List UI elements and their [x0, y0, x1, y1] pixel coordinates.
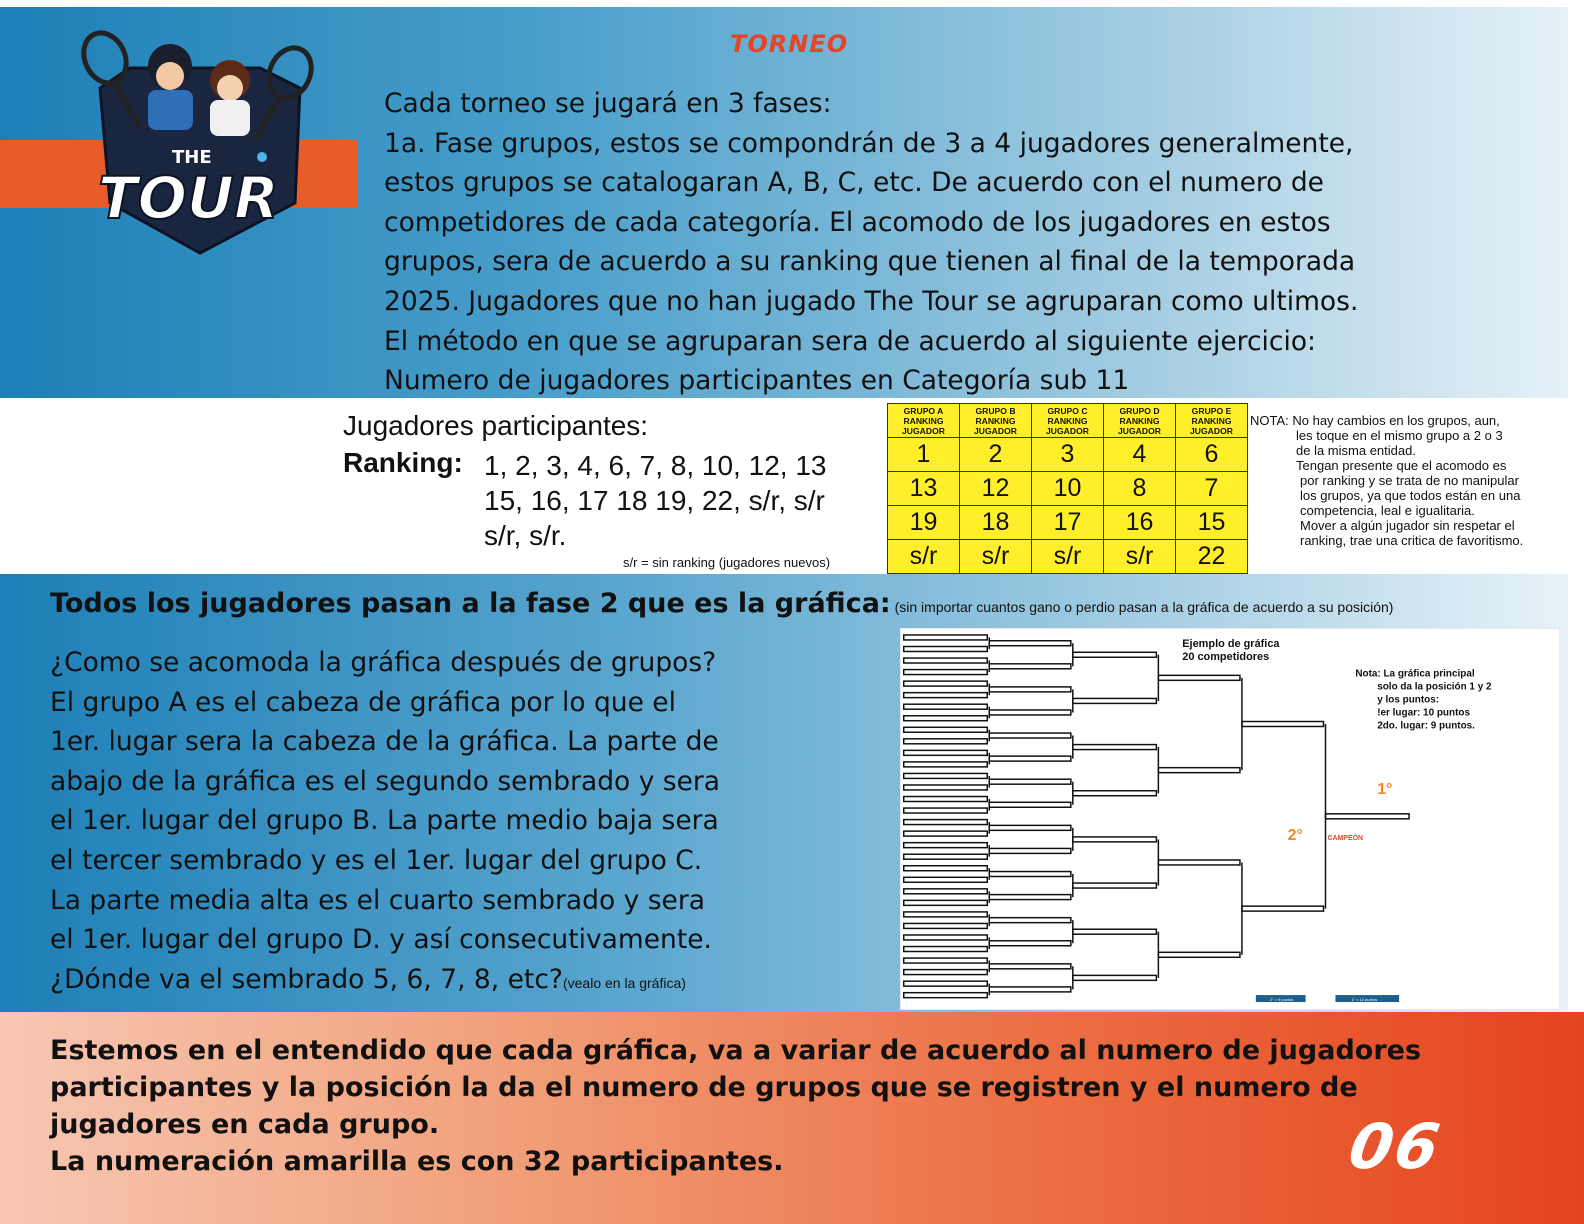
table-cell: 22 — [1176, 540, 1248, 574]
explanation-line: el 1er. lugar del grupo B. La parte medio baja sera — [50, 805, 719, 837]
table-row — [888, 438, 1248, 472]
bracket-slot — [1325, 814, 1409, 819]
bracket-slot — [1073, 745, 1157, 750]
bracket-slot — [904, 704, 988, 709]
right-margin — [1568, 0, 1584, 1012]
ranking-list — [484, 448, 826, 553]
bracket-slot — [904, 866, 988, 871]
bracket-slot — [1073, 975, 1157, 980]
table-cell: 6 — [1176, 438, 1248, 472]
bracket-slot — [904, 739, 988, 744]
sr-note: s/r = sin ranking (jugadores nuevos) — [623, 555, 831, 570]
table-cell: 1 — [888, 438, 960, 472]
phase2-note: (sin importar cuantos gano o perdio pasan a la gráfica de acuerdo a su posición) — [890, 599, 1394, 615]
bracket-slot — [989, 664, 1071, 669]
second-place-label: 2° — [1287, 826, 1303, 844]
nota-line: por ranking y se trata de no manipular — [1300, 473, 1519, 488]
bracket-slot — [904, 750, 988, 755]
bracket-slot — [904, 877, 988, 882]
second-points-label: 2° = 9 puntos — [1269, 997, 1294, 1003]
bracket-note-line: solo da la posición 1 y 2 — [1377, 681, 1492, 693]
bracket-slot — [904, 970, 988, 975]
bracket-note-line: Nota: La gráfica principal — [1355, 668, 1475, 680]
table-cell: 16 — [1104, 506, 1176, 540]
bracket-slot — [989, 872, 1071, 877]
table-cell: 15 — [1176, 506, 1248, 540]
bracket-slot — [904, 958, 988, 963]
footer-line: jugadores en cada grupo. — [50, 1109, 440, 1140]
explanation-line — [50, 960, 720, 1004]
bracket-slot — [989, 895, 1071, 900]
bracket-slot — [904, 635, 988, 640]
nota-line: Mover a algún jugador sin respetar el — [1300, 518, 1515, 533]
table-cell: 3 — [1032, 438, 1104, 472]
bracket-slot — [904, 935, 988, 940]
bracket-slot — [904, 923, 988, 928]
champion-label: CAMPEÓN — [1327, 834, 1364, 842]
nota-line: de la misma entidad. — [1296, 443, 1416, 458]
explanation-question: ¿Dónde va el sembrado 5, 6, 7, 8, etc? — [50, 963, 563, 995]
bracket-slot — [989, 964, 1071, 969]
bracket-slot — [989, 733, 1071, 738]
explanation-line: el 1er. lugar del grupo D. y así consecutivamente. — [50, 924, 712, 956]
bracket-slot — [1073, 791, 1157, 796]
bracket-slot — [1073, 883, 1157, 888]
page-number: 06 — [1343, 1110, 1447, 1183]
nota-line: los grupos, ya que todos están en una — [1300, 488, 1521, 503]
logo-text-tour: TOUR — [98, 164, 279, 232]
bracket-example — [900, 628, 1560, 1010]
explanation-line: La parte media alta es el cuarto sembrado y sera — [50, 884, 705, 916]
bracket-slot — [989, 825, 1071, 830]
bracket-slot — [904, 727, 988, 732]
bracket-slot — [904, 912, 988, 917]
bracket-slot — [989, 802, 1071, 807]
bracket-slot — [989, 918, 1071, 923]
bracket-slot — [904, 773, 988, 778]
participants-title: Jugadores participantes: — [343, 410, 649, 441]
bracket-slot — [1242, 722, 1324, 727]
first-points-label: 1° = 10 puntos — [1351, 997, 1378, 1003]
phase2-title: Todos los jugadores pasan a la fase 2 que es la gráfica: — [50, 588, 891, 619]
footer-line: participantes y la posición la da el numero de grupos que se registren y el numero de — [50, 1072, 1358, 1103]
bracket-explanation — [50, 643, 720, 1003]
bracket-slot — [1073, 837, 1157, 842]
intro-text — [384, 84, 1564, 401]
group-b-header: GRUPO B RANKING JUGADOR — [960, 404, 1032, 438]
explanation-line: 1er. lugar sera la cabeza de la gráfica. La parte de — [50, 726, 719, 758]
table-cell: 13 — [888, 472, 960, 506]
table-cell: 2 — [960, 438, 1032, 472]
table-cell: s/r — [888, 540, 960, 574]
intro-line: El método en que se agruparan sera de acuerdo al siguiente ejercicio: — [384, 325, 1316, 357]
bracket-slot — [904, 981, 988, 986]
ranking-line: s/r, s/r. — [484, 520, 567, 551]
bracket-note-line: !er lugar: 10 puntos — [1377, 707, 1470, 719]
table-cell: 10 — [1032, 472, 1104, 506]
table-cell: 8 — [1104, 472, 1176, 506]
section-title: TORNEO — [730, 30, 849, 58]
bracket-slot — [904, 670, 988, 675]
nota-line: NOTA: No hay cambios en los grupos, aun, — [1250, 413, 1500, 428]
bracket-subtitle: 20 competidores — [1182, 650, 1270, 663]
table-cell: s/r — [1104, 540, 1176, 574]
group-e-header: GRUPO E RANKING JUGADOR — [1176, 404, 1248, 438]
bracket-slot — [1158, 860, 1240, 865]
bracket-slot — [904, 843, 988, 848]
bracket-slot — [904, 889, 988, 894]
groups-header-row — [888, 404, 1248, 438]
bracket-slot — [1073, 652, 1157, 657]
intro-line: Cada torneo se jugará en 3 fases: — [384, 88, 832, 119]
table-row — [888, 506, 1248, 540]
bracket-note-line: 2do. lugar: 9 puntos. — [1377, 720, 1475, 732]
bracket-slot — [1158, 952, 1240, 957]
ranking-line: 15, 16, 17 18 19, 22, s/r, s/r — [484, 485, 825, 516]
bracket-slot — [989, 779, 1071, 784]
nota-box — [1250, 413, 1523, 548]
explanation-line: El grupo A es el cabeza de gráfica por lo que el — [50, 686, 676, 718]
intro-line: grupos, sera de acuerdo a su ranking que tienen al final de la temporada — [384, 246, 1356, 278]
ranking-label: Ranking: — [343, 447, 463, 478]
intro-line: estos grupos se catalogaran A, B, C, etc. De acuerdo con el numero de — [384, 167, 1324, 199]
logo-text-the: THE — [172, 147, 212, 168]
bracket-slot — [904, 647, 988, 652]
bracket-slot — [1158, 675, 1240, 680]
bracket-slot — [904, 762, 988, 767]
first-place-label: 1° — [1377, 781, 1393, 799]
table-row — [888, 540, 1248, 574]
bracket-slot — [904, 831, 988, 836]
table-cell: 19 — [888, 506, 960, 540]
bracket-slot — [904, 808, 988, 813]
bracket-slot — [904, 947, 988, 952]
explanation-line: el tercer sembrado y es el 1er. lugar del grupo C. — [50, 844, 703, 876]
groups-table — [887, 403, 1248, 574]
bracket-slot — [904, 785, 988, 790]
bracket-slot — [904, 820, 988, 825]
intro-line: 2025. Jugadores que no han jugado The Tour se agruparan como ultimos. — [384, 285, 1359, 317]
bracket-lines — [904, 635, 1409, 998]
table-cell: s/r — [960, 540, 1032, 574]
bracket-slot — [1242, 906, 1324, 911]
phase2-heading — [50, 588, 1393, 619]
intro-line: 1a. Fase grupos, estos se compondrán de 3 a 4 jugadores generalmente, — [384, 127, 1354, 159]
explanation-line: abajo de la gráfica es el segundo sembrado y sera — [50, 765, 721, 797]
nota-line: ranking, trae una critica de favoritismo. — [1300, 533, 1524, 548]
bracket-slot — [904, 716, 988, 721]
bracket-slot — [904, 658, 988, 663]
nota-line: les toque en el mismo grupo a 2 o 3 — [1296, 428, 1503, 443]
footer-text — [50, 1032, 1421, 1180]
table-cell: 7 — [1176, 472, 1248, 506]
bracket-slot — [1073, 698, 1157, 703]
bracket-slot — [989, 756, 1071, 761]
bracket-slot — [904, 693, 988, 698]
nota-line: competencia, leal e igualitaria. — [1300, 503, 1475, 518]
group-c-header: GRUPO C RANKING JUGADOR — [1032, 404, 1104, 438]
table-cell: 17 — [1032, 506, 1104, 540]
bracket-slot — [1158, 768, 1240, 773]
bracket-slot — [904, 681, 988, 686]
bracket-slot — [904, 854, 988, 859]
bracket-slot — [989, 848, 1071, 853]
bracket-slot — [989, 641, 1071, 646]
explanation-line: ¿Como se acomoda la gráfica después de grupos? — [50, 647, 717, 678]
footer-line: Estemos en el entendido que cada gráfica, va a variar de acuerdo al numero de jugadores — [50, 1035, 1422, 1066]
group-a-header: GRUPO A RANKING JUGADOR — [888, 404, 960, 438]
table-cell: 4 — [1104, 438, 1176, 472]
intro-line: competidores de cada categoría. El acomodo de los jugadores en estos — [384, 206, 1331, 238]
bracket-slot — [989, 941, 1071, 946]
table-row — [888, 472, 1248, 506]
ranking-line: 1, 2, 3, 4, 6, 7, 8, 10, 12, 13 — [484, 450, 827, 481]
bracket-slot — [989, 687, 1071, 692]
bracket-slot — [989, 710, 1071, 715]
bracket-note-line: y los puntos: — [1377, 694, 1440, 706]
bracket-slot — [1073, 929, 1157, 934]
bracket-slot — [989, 987, 1071, 992]
table-cell: s/r — [1032, 540, 1104, 574]
footer-line: La numeración amarilla es con 32 participantes. — [50, 1146, 784, 1177]
group-d-header: GRUPO D RANKING JUGADOR — [1104, 404, 1176, 438]
the-tour-logo — [60, 28, 330, 258]
bracket-slot — [904, 797, 988, 802]
nota-line: Tengan presente que el acomodo es — [1296, 458, 1507, 473]
bracket-slot — [904, 900, 988, 905]
bracket-title: Ejemplo de gráfica — [1182, 637, 1280, 650]
table-cell: 18 — [960, 506, 1032, 540]
bracket-slot — [904, 993, 988, 998]
table-cell: 12 — [960, 472, 1032, 506]
intro-line: Numero de jugadores participantes en Categoría sub 11 — [384, 365, 1130, 397]
explanation-note: (vealo en la gráfica) — [562, 974, 686, 991]
